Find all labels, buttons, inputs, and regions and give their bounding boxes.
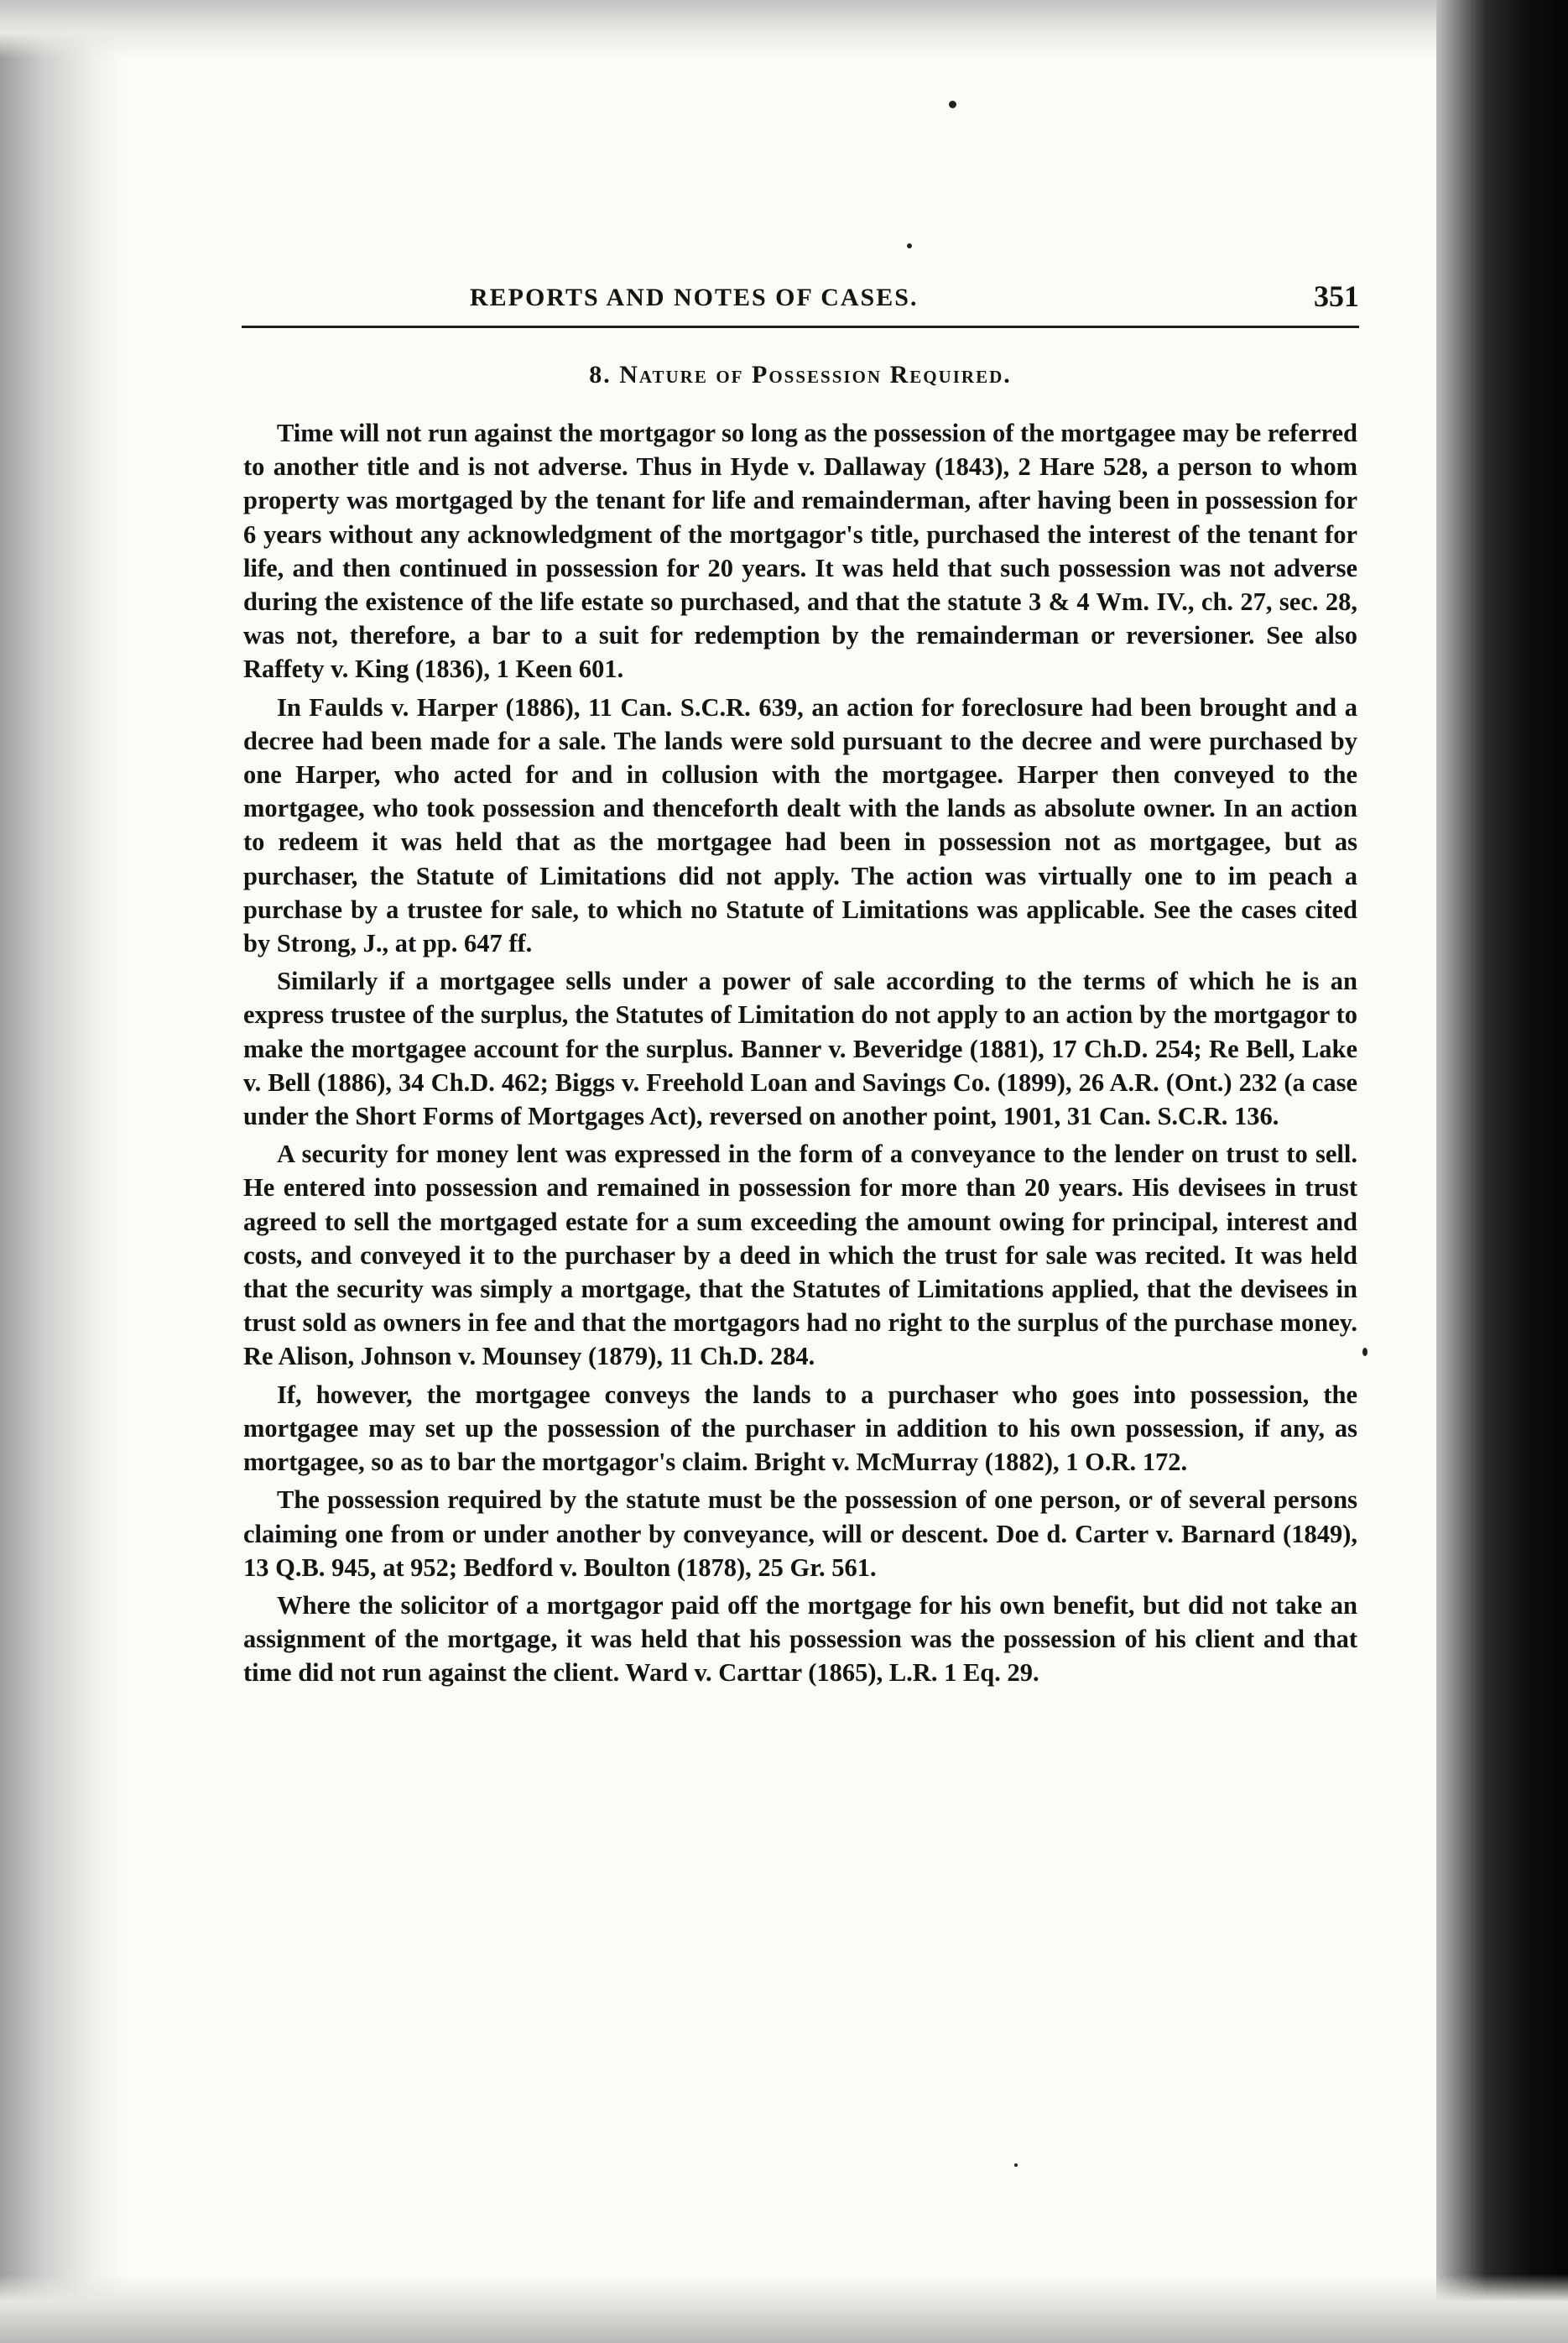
page-header — [243, 277, 1359, 319]
header-rule — [242, 326, 1359, 328]
scan-speck — [1362, 1348, 1367, 1356]
scan-shadow-right — [1436, 0, 1568, 2343]
scan-shadow-top — [0, 0, 1568, 59]
running-head: REPORTS AND NOTES OF CASES. — [470, 284, 919, 311]
paragraph: Time will not run against the mortgagor so long as the possession of the mortgagee may be referred to another title and is not adverse. Thus in Hyde v. Dallaway (1843), 2 Hare 528, a person to whom property was mortgaged by the tenant for life and remainderman, after having been in possession for 6 years without any acknowledgment of the mortgagor's title, purchased the interest of the tenant for life, and then continued in possession for 20 years. It was held that such possession was not adverse during the existence of the life estate so purchased, and that the statute 3 & 4 Wm. IV., ch. 27, sec. 28, was not, therefore, a bar to a suit for redemption by the remainderman or reversioner. See also Raffety v. King (1836), 1 Keen 601. — [243, 419, 1357, 684]
scan-speck — [949, 101, 956, 108]
paragraph: The possession required by the statute must be the possession of one person, or of several persons claiming one from or under another by conveyance, will or descent. Doe d. Carter v. Barnard (1849), 13 Q.B. 945, at 952; Bedford v. Boulton (1878), 25 Gr. 561. — [243, 1485, 1357, 1582]
scan-shadow-bottom — [0, 2274, 1568, 2343]
section-heading: 8. Nature of Possession Required. — [589, 361, 1012, 389]
page-number: 351 — [1314, 279, 1359, 313]
scan-shadow-left — [0, 0, 126, 2343]
paragraph: Where the solicitor of a mortgagor paid off the mortgage for his own benefit, but did not take an assignment of the mortgage, it was held that his possession was the possession of his client and that time did not run against the client. Ward v. Carttar (1865), L.R. 1 Eq. 29. — [243, 1590, 1357, 1688]
scan-speck — [907, 243, 912, 248]
paragraph: If, however, the mortgagee conveys the lands to a purchaser who goes into possession, the mortgagee may set up the possession of the purchaser in addition to his own possession, if any, as mortgagee, so as to bar the mortgagor's claim. Bright v. McMurray (1882), 1 O.R. 172. — [243, 1380, 1357, 1477]
paragraph: In Faulds v. Harper (1886), 11 Can. S.C.R. 639, an action for foreclosure had been brought and a decree had been made for a sale. The lands were sold pursuant to the decree and were purchased by one Harper, who acted for and in collusion with the mortgagee. Harper then conveyed to the mortgagee, who took possession and thenceforth dealt with the lands as absolute owner. In an action to redeem it was held that as the mortgagee had been in possession not as mortgagee, but as purchaser, the Statute of Limitations did not apply. The action was virtually one to im peach a purchase by a trustee for sale, to which no Statute of Limitations was applicable. See the cases cited by Strong, J., at pp. 647 ff. — [243, 692, 1357, 958]
paragraph: Similarly if a mortgagee sells under a power of sale according to the terms of which he is an express trustee of the surplus, the Statutes of Limitation do not apply to an action by the mortgagor to make the mortgagee account for the surplus. Banner v. Beveridge (1881), 17 Ch.D. 254; Re Bell, Lake v. Bell (1886), 34 Ch.D. 462; Biggs v. Freehold Loan and Savings Co. (1899), 26 A.R. (Ont.) 232 (a case under the Short Forms of Mortgages Act), reversed on another point, 1901, 31 Can. S.C.R. 136. — [243, 967, 1357, 1131]
paragraph: A security for money lent was expressed in the form of a conveyance to the lender on trust to sell. He entered into possession and remained in possession for more than 20 years. His devisees in trust agreed to sell the mortgaged estate for a sum exceeding the amount owing for principal, interest and costs, and conveyed it to the purchaser by a deed in which the trust for sale was recited. It was held that the security was simply a mortgage, that the Statutes of Limitations applied, that the devisees in trust sold as owners in fee and that the mortgagors had no right to the surplus of the purchase money. Re Alison, Johnson v. Mounsey (1879), 11 Ch.D. 284. — [243, 1140, 1357, 1371]
scan-speck — [1014, 2163, 1018, 2167]
body-text — [243, 416, 1357, 1694]
